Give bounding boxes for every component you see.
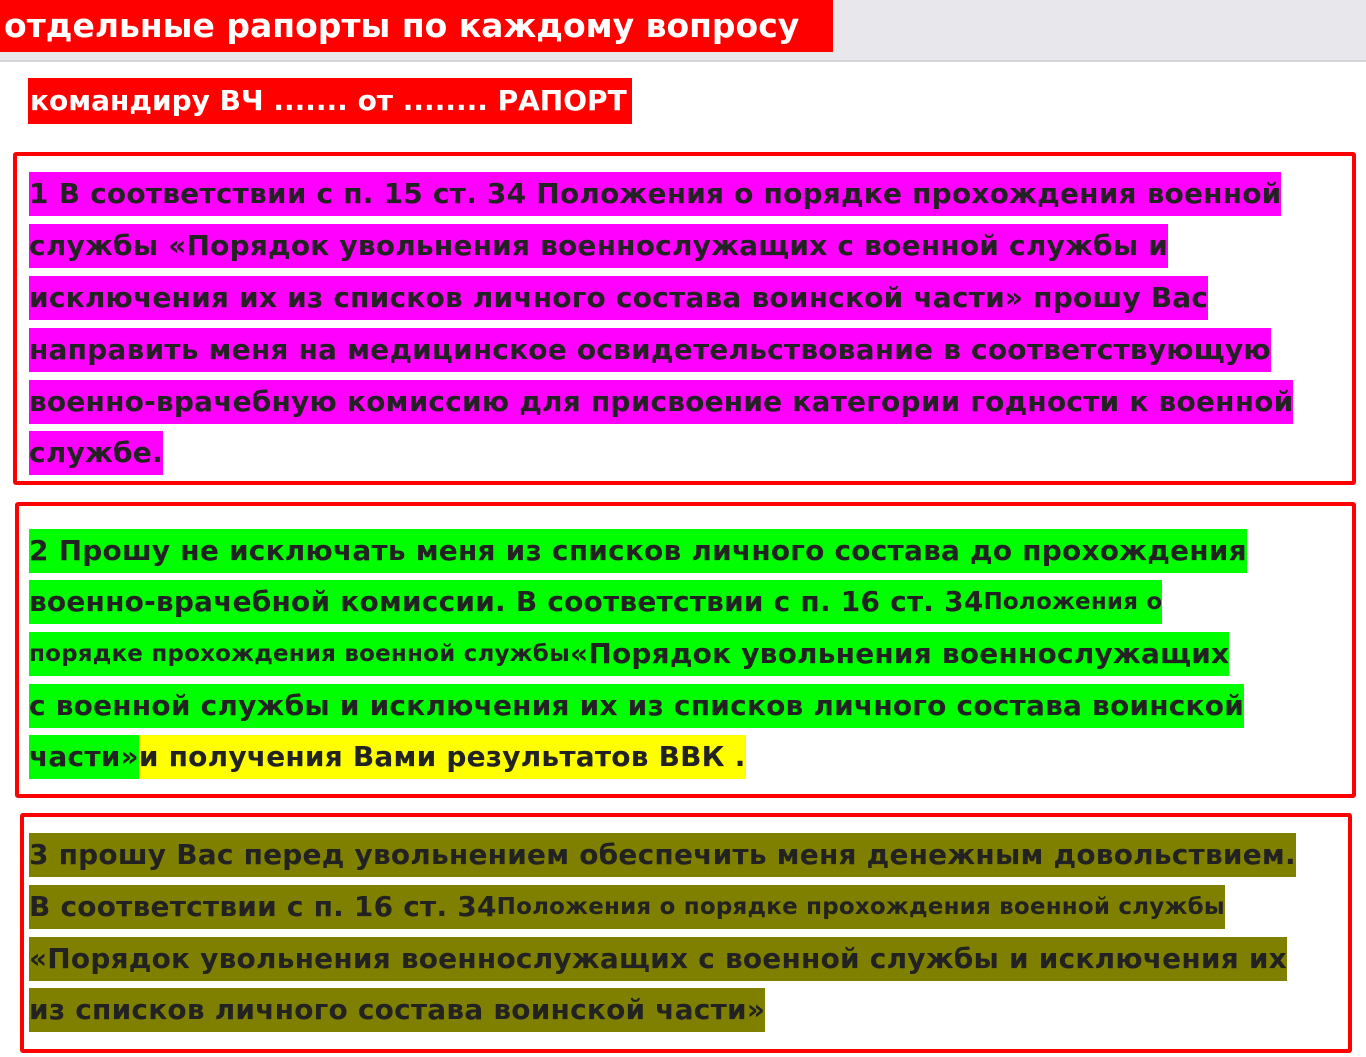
highlight-segment: 3 прошу Вас перед увольнением обеспечить меня денежным довольствием. — [29, 833, 1296, 877]
report-header: командиру ВЧ ....... от ........ РАПОРТ — [28, 78, 632, 124]
paragraph-1-line — [29, 328, 1271, 372]
paragraph-1-line — [29, 276, 1208, 320]
highlight-segment: и получения Вами результатов ВВК . — [139, 735, 746, 779]
highlight-segment: из списков личного состава воинской части» — [29, 988, 765, 1032]
paragraph-3-line — [29, 988, 765, 1032]
highlight-segment: военно-врачебной комиссии. В соответствии с п. 16 ст. 34 — [29, 580, 983, 624]
highlight-segment: порядке прохождения военной службы — [29, 632, 570, 676]
highlight-segment: «Порядок увольнения военнослужащих — [570, 632, 1229, 676]
highlight-segment: 2 Прошу не исключать меня из списков личного состава до прохождения — [29, 529, 1247, 573]
paragraph-3-line — [29, 937, 1287, 981]
highlight-segment: исключения их из списков личного состава воинской части» прошу Вас — [29, 276, 1208, 320]
highlight-segment: «Порядок увольнения военнослужащих с военной службы и исключения их — [29, 937, 1287, 981]
highlight-segment: службе. — [29, 431, 163, 475]
highlight-segment: направить меня на медицинское освидетельствование в соответствующую — [29, 328, 1271, 372]
paragraph-3-line — [29, 885, 1225, 929]
highlight-segment: службы «Порядок увольнения военнослужащих с военной службы и — [29, 224, 1168, 268]
paragraph-1-line — [29, 380, 1293, 424]
paragraph-2-line — [29, 529, 1247, 573]
highlight-segment: Положения о — [983, 580, 1162, 624]
paragraph-2-line — [29, 632, 1229, 676]
paragraph-3-line — [29, 833, 1296, 877]
highlight-segment: части» — [29, 735, 139, 779]
highlight-segment: военно-врачебную комиссию для присвоение категории годности к военной — [29, 380, 1293, 424]
paragraph-2-line — [29, 735, 746, 779]
highlight-segment: 1 В соответствии с п. 15 ст. 34 Положения о порядке прохождения военной — [29, 172, 1281, 216]
highlight-segment: Положения о порядке прохождения военной службы — [497, 885, 1225, 929]
paragraph-1-line — [29, 172, 1281, 216]
highlight-segment: В соответствии с п. 16 ст. 34 — [29, 885, 497, 929]
title-banner: отдельные рапорты по каждому вопросу — [0, 0, 833, 52]
paragraph-2-line — [29, 580, 1162, 624]
highlight-segment: с военной службы и исключения их из списков личного состава воинской — [29, 684, 1244, 728]
paragraph-2-line — [29, 684, 1244, 728]
paragraph-1-line — [29, 431, 163, 475]
paragraph-1-line — [29, 224, 1168, 268]
